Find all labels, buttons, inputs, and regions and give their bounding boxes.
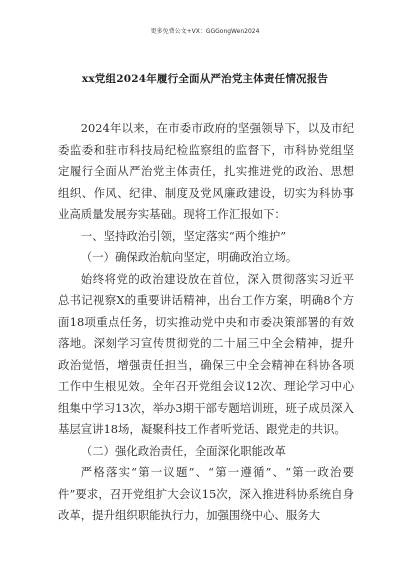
body-paragraph-1: 始终将党的政治建设放在首位，深入贯彻落实习近平总书记视察X的重要讲话精神，出台工作方案，明确8个方面18项重点任务，切实推动党中央和市委决策部署的有效落地。深刻学习宣传贯彻党的二十届三中全会精神，提升政治觉悟，增强责任担当，确保三中全会精神在科协各项工作中生根见效。全年召开党组会议12次、理论学习中心组集中学习13次，举办3期干部专题培训班，班子成员深入基层宣讲18场，凝聚科技工作者听党话、跟党走的共识。	[58, 271, 354, 436]
body-paragraph-2: 严格落实“第一议题”、“第一遵循”、“第一政治要件”要求，召开党组扩大会议15次，深入推进科协系统自身改革，提升组织职能执行力，加强围绕中心、服务大	[58, 465, 354, 522]
document-title: xx党组2024年履行全面从严治党主体责任情况报告	[81, 73, 329, 85]
subsection-heading-2: （二）强化政治责任，全面深化职能改革	[80, 443, 286, 458]
document-body	[58, 118, 354, 527]
section-heading-1: 一、坚持政治引领，坚定落实“两个维护”	[80, 228, 287, 243]
subsection-heading-1: （一）确保政治航向坚定，明确政治立场。	[80, 250, 298, 264]
intro-paragraph: 2024年以来，在市委市政府的坚强领导下，以及市纪委监委和驻市科技局纪检监察组的监督下，市科协党组坚定履行全面从严治党主体责任，扎实推进党的政治、思想组织、作风、纪律、制度及党风廉政建设，切实为科协事业高质量发展夯实基础。现将工作汇报如下：	[58, 121, 354, 221]
header-note: 更多免费公文+VX：GGGongWen2024	[150, 28, 260, 35]
